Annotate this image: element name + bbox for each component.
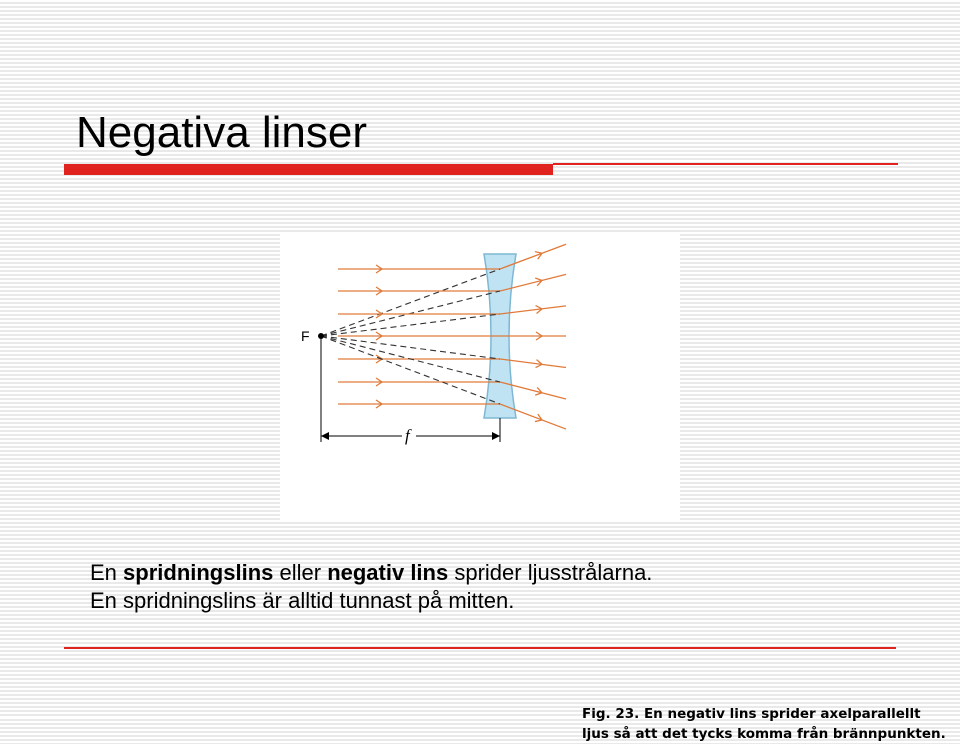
caption-line-2: ljus så att det tycks komma från brännpunkten. — [582, 726, 946, 742]
slide-title: Negativa linser — [76, 108, 368, 157]
focal-length-label: f — [405, 426, 410, 445]
body-text-segment: sprider ljusstrålarna. — [448, 560, 653, 585]
term-negativ-lins: negativ lins — [327, 560, 449, 585]
body-line-1 — [90, 559, 910, 587]
figure-caption — [582, 704, 952, 744]
body-line-2: En spridningslins är alltid tunnast på mitten. — [90, 588, 515, 613]
virtual-ray-extension — [321, 314, 500, 336]
body-text — [90, 559, 910, 615]
body-text-segment: En — [90, 560, 124, 585]
virtual-ray-extension — [321, 336, 500, 404]
focal-length-arrow-left — [321, 432, 329, 440]
caption-line-1: Fig. 23. En negativ lins sprider axelparallellt — [582, 706, 921, 722]
virtual-ray-extension — [321, 336, 500, 359]
negative-lens-diagram — [280, 232, 680, 520]
term-spridningslins: spridningslins — [123, 560, 274, 585]
footer-rule — [64, 647, 896, 649]
title-underline-thick — [64, 164, 553, 175]
focal-point-label: F — [301, 328, 310, 344]
light-rays — [321, 244, 566, 429]
title-underline-thin — [553, 163, 898, 165]
body-text-segment: eller — [273, 560, 328, 585]
focal-length-arrow-right — [492, 432, 500, 440]
virtual-ray-extension — [321, 269, 500, 336]
